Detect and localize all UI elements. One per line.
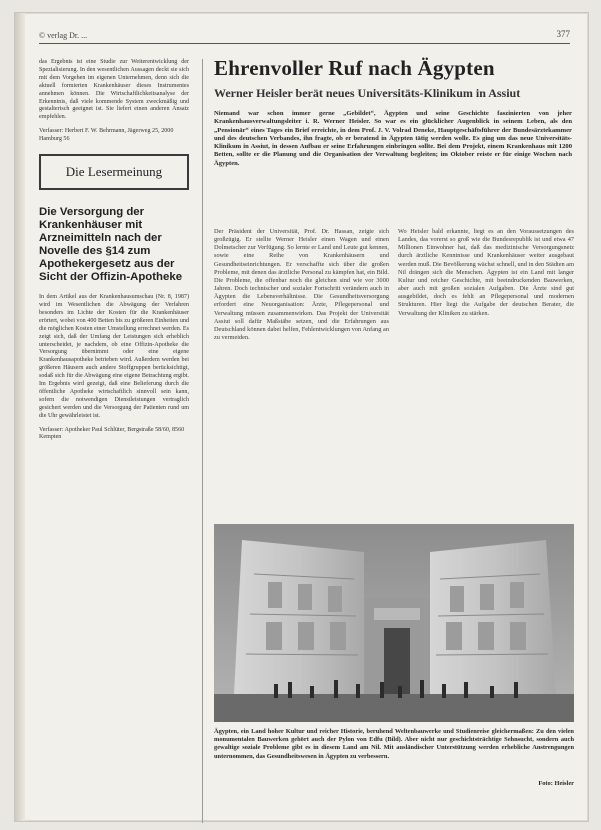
left-column — [39, 59, 189, 448]
reader-letter-headline: Die Versorgung der Krankenhäuser mit Arzneimitteln nach der Novelle des §14 zum Apothekergesetz aus der Sicht der Offizin-Apotheke — [39, 206, 183, 284]
running-head — [39, 27, 570, 43]
article-title: Ehrenvoller Ruf nach Ägypten — [214, 56, 495, 80]
article-subtitle: Werner Heisler berät neues Universitäts-Klinikum in Assiut — [214, 86, 521, 100]
running-head-left: © verlag Dr. ... — [39, 31, 88, 40]
temple-photo — [214, 524, 574, 722]
intro-signoff: Verfasser: Herbert F. W. Behrmann, Jägerweg 25, 2000 Hamburg 56 — [39, 128, 174, 143]
reader-letter-signoff: Verfasser: Apotheker Paul Schlüter, Bergstraße 58/60, 8560 Kempten — [39, 426, 185, 441]
page-number: 377 — [556, 29, 570, 39]
reader-letter-body: In dem Artikel aus der Krankenhausumschau (Nr. 8, 1987) wird im Wesentlichen die Abwägung der Verfahren besonders im Lichte der Kosten für die Krankenhäuser erörtert, wobei von 400 Betten bis zu größeren Einheiten und die möglichen Kosten einer Umstellung errechnet werden. Es zeigt sich, daß der Umfang der Leistungen sich erheblich unterscheidet, je nachdem, ob eine Offizin-Apotheke die Versorgung übernimmt oder eine eigene Krankenhausapotheke betrieben wird. Außerdem werden bei größeren Häusern auch andere Stoffgruppen berücksichtigt, sodaß sich für die Abwägung eine eigene Betrachtung ergibt. Im Ergebnis wird gezeigt, daß eine Belieferung durch die öffentliche Apotheke wirtschaftlich sinnvoll sein kann, sofern die notwendigen Dienstleistungen vertraglich gesichert werden und die Versorgung der Patienten rund um die Uhr gewährleistet ist. — [39, 294, 189, 419]
photo-credit: Foto: Heisler — [538, 780, 574, 787]
article-lede: Niemand war schon immer gerne „Gebildet“, Ägypten und seine Geschichte faszinierten von jeher Krankenhausverwaltungsleiter i. R. Werner Heisler. So war es ein glücklicher Augenblick in seinem Leben, als den „Pensionär“ eines Tages ein Brief erreichte, in dem Prof. J. V. Volrad Deneke, Hauptgeschäftsführer der Bundesärztekammer und des deutschen Verbandes, ihn fragte, ob er beratend in Ägypten tätig werden wolle. Es ging um das neue Universitäts-Klinikum in Assiut, in dessen Aufbau er seine Erfahrungen einbringen sollte. Bei dem Projekt, einem Krankenhaus mit 1200 Betten, sollte er die Planung und die Organisation der Verwaltung begleiten; im Oktober reiste er für einige Wochen nach Ägypten. — [214, 110, 572, 167]
header-rule — [39, 43, 570, 44]
article-column-1-text: Der Präsident der Universität, Prof. Dr. Hassan, zeigte sich großzügig. Er stellte Werner Heisler einen Wagen und einen Dolmetscher zur Verfügung. So lernte er Land und Leute gut kennen, sowie eine Reihe von Krankenhäusern und Gesundheitseinrichtungen. Er verschaffte sich über die großen Probleme, mit denen das ärztliche Personal zu kämpfen hat, ein Bild. Die Probleme, die offenbar noch die gleichen sind wie vor 3000 Jahren. Doch technischer und sozialer Fortschritt verändern auch in Ägypten die Lebensverhältnisse. Die Gesundheitsversorgung erfordert eine Neuorganisation: Ärzte, Pflegepersonal und Verwaltung müssen zusammenwirken. Das Projekt der Universität Assiut soll dafür Maßstäbe setzen, und die Erfahrungen aus Deutschland können dabei helfen, Fehlentwicklungen von Anfang an zu vermeiden. — [214, 228, 389, 342]
article-column-1 — [214, 228, 389, 342]
binder-edge — [15, 13, 25, 821]
article-column-2 — [398, 228, 574, 318]
article-column-2-text: Wo Heisler bald erkannte, liegt es an den Voraussetzungen des Landes, das vorerst so groß wie die Bundesrepublik ist und etwa 47 Millionen Einwohner hat, daß das medizinische Versorgungsnetz durch ärztliche Kenntnisse und Krankenhäuser weiter ausgebaut werden muß. Die Bevölkerung wächst schnell, und in den Städten am Nil drängen sich die Menschen. Ägypten ist ein Land mit langer Kultur und reicher Geschichte, mit beeindruckenden Bauwerken, aber auch mit großen sozialen Aufgaben. Die Ärzte sind gut ausgebildet, doch es fehlt an Pflegepersonal und modernen Strukturen. Hier liegt die Aufgabe der deutschen Berater, die Verwaltung der Kliniken zu stärken. — [398, 228, 574, 317]
section-box-title: Die Lesermeinung — [65, 164, 163, 180]
column-divider — [202, 59, 203, 823]
intro-text: das Ergebnis ist eine Studie zur Weiterentwicklung der Spezialisierung. In den wesentlichen Aussagen deckt sie sich mit dem Vorgehen im eigenen Unternehmen, denn sich die aktuell formierten Krankenhäuser dieses Instrumentes annehmen können. Die Wirtschaftlichkeitsanalyse der Erkenntnis, daß viele kommende System zweckmäßig und gestalterisch geeignet ist. Sie liefert einen anderen Ansatz empfehlen. — [39, 59, 189, 121]
section-box — [39, 154, 189, 190]
photo-caption: Ägypten, ein Land hoher Kultur und reicher Historie, beruhend Weltenbauwerke und Studienreise gleichermaßen: Zu den vielen monumentalen Bauwerken gehört auch der Pylon von Edfu (Bild). Aber nicht nur geschichtsträchtige Sehnsucht, sondern auch gewaltige soziale Probleme gibt es in diesem Land am Nil. Mit ausländischer Unterstützung werden erhebliche Anstrengungen unternommen, das Gesundheitswesen in Ägypten zu verbessern. — [214, 728, 574, 760]
temple-photo-image — [214, 524, 574, 722]
